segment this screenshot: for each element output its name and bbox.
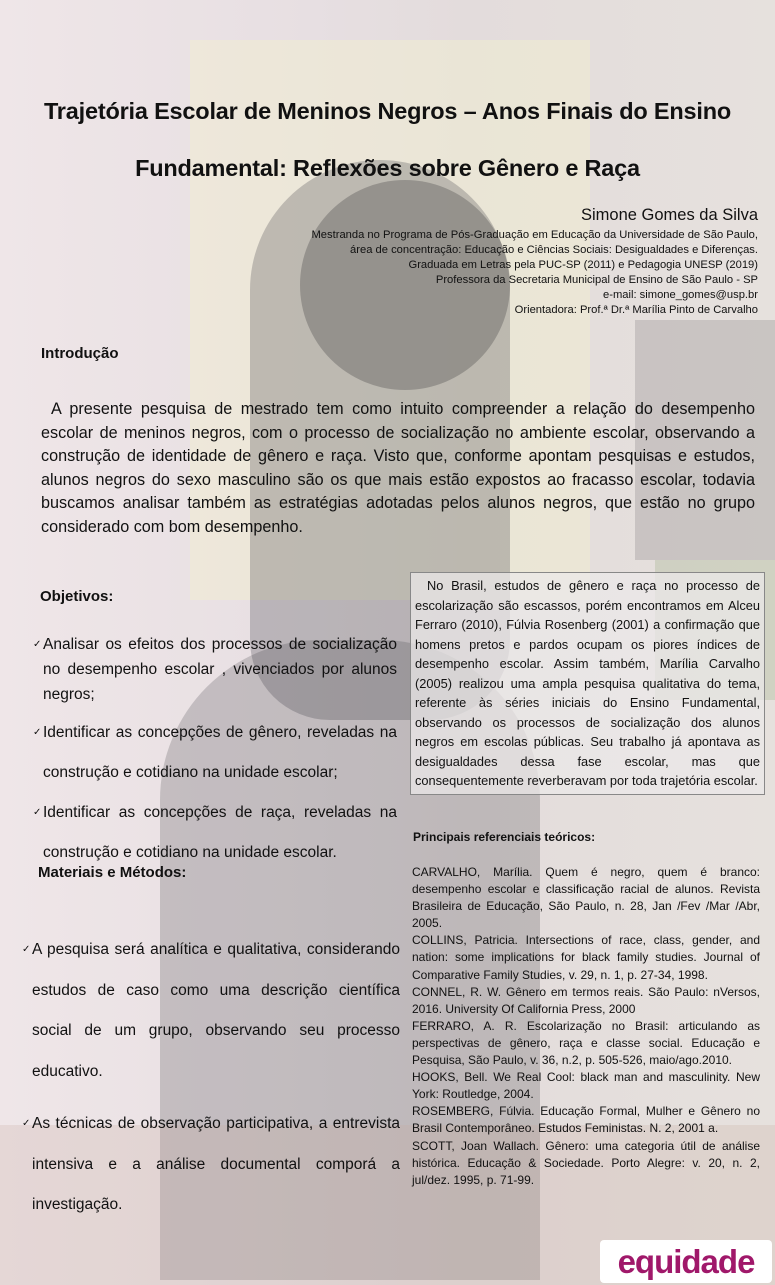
check-icon: ✓: [33, 727, 42, 738]
methods-heading: Materiais e Métodos:: [38, 864, 187, 881]
reference-item: CARVALHO, Marília. Quem é negro, quem é branco: desempenho escolar e classificação racial de alunos. Revista Brasileira de Educação, São Paulo, n. 28, Jan /Fev /Mar /Abr, 2005.: [412, 865, 760, 931]
equidade-logo: equidade: [600, 1240, 772, 1283]
list-item: ✓ A pesquisa será analítica e qualitativa, considerando estudos de caso como uma descrição científica social de um grupo, observando seu processo educativo.: [22, 930, 400, 1092]
check-icon: ✓: [33, 639, 42, 650]
reference-item: ROSEMBERG, Fúlvia. Educação Formal, Mulher e Gênero no Brasil Contemporâneo. Estudos Feministas. N. 2, 2001 a.: [412, 1104, 760, 1136]
author-affiliation: Mestranda no Programa de Pós-Graduação em Educação da Universidade de São Paulo,: [311, 229, 758, 241]
author-advisor: Orientadora: Prof.ª Dr.ª Marília Pinto de Carvalho: [514, 304, 758, 316]
reference-item: HOOKS, Bell. We Real Cool: black man and masculinity. New York: Routledge, 2004.: [412, 1070, 760, 1102]
methods-list: [22, 930, 400, 1226]
author-affiliation: Graduada em Letras pela PUC-SP (2011) e Pedagogia UNESP (2019): [408, 259, 758, 271]
reference-item: CONNEL, R. W. Gênero em termos reais. São Paulo: nVersos, 2016. University Of California Press, 2000: [412, 984, 760, 1016]
references-heading: Principais referenciais teóricos:: [413, 830, 596, 844]
reference-item: FERRARO, A. R. Escolarização no Brasil: articulando as perspectivas de gênero, raça e classe social. Educação e Pesquisa, São Paulo, v. 36, n.2, p. 505-526, maio/ago.2010.: [412, 1018, 760, 1068]
list-item: ✓ Identificar as concepções de gênero, reveladas na construção e cotidiano na unidade escolar;: [33, 713, 397, 793]
check-icon: ✓: [33, 807, 42, 818]
list-item: ✓ Identificar as concepções de raça, reveladas na construção e cotidiano na unidade escolar.: [33, 793, 397, 873]
check-icon: ✓: [22, 1118, 31, 1129]
reference-item: COLLINS, Patricia. Intersections of race, class, gender, and nation: some implications for black family studies. Journal of Comparative Family Studies, v. 29, n. 1, p. 27-34, 1998.: [412, 933, 760, 982]
title-line-1: Trajetória Escolar de Meninos Negros – Anos Finais do Ensino: [43, 98, 732, 124]
author-email: e-mail: simone_gomes@usp.br: [603, 289, 758, 301]
author-affiliation: Professora da Secretaria Municipal de Ensino de São Paulo - SP: [435, 274, 758, 286]
intro-heading: Introdução: [41, 345, 119, 362]
author-affiliation: área de concentração: Educação e Ciências Sociais: Desigualdades e Diferenças.: [350, 244, 758, 256]
list-item: ✓ As técnicas de observação participativa, a entrevista intensiva e a análise documental comporá a investigação.: [22, 1104, 400, 1226]
author-name: Simone Gomes da Silva: [581, 206, 758, 224]
reference-item: SCOTT, Joan Wallach. Gênero: uma categoria útil de análise histórica. Educação & Sociedade. Porto Alegre: v. 20, n. 2, jul/dez. 1995, p. 71-99.: [412, 1138, 760, 1187]
context-box: No Brasil, estudos de gênero e raça no processo de escolarização são escassos, porém encontramos em Alceu Ferraro (2010), Fúlvia Rosenberg (2001) a confirmação que homens pretos e pardos ocupam os piores índices de desempenho escolar. Assim também, Marília Carvalho (2005) realizou uma ampla pesquisa qualitativa do tema, referente às séries iniciais do Ensino Fundamental, observando os processos de socialização dos alunos negros em escolas públicas. Seu trabalho já apontava as desigualdades dessa fase escolar, mas que consequentemente reverberavam por toda trajetória escolar.: [410, 572, 765, 795]
references-list: [412, 864, 760, 1189]
title-line-2: Fundamental: Reflexões sobre Gênero e Raça: [135, 155, 640, 181]
author-block: [311, 206, 758, 318]
objectives-heading: Objetivos:: [40, 588, 114, 605]
intro-text: A presente pesquisa de mestrado tem como intuito compreender a relação do desempenho escolar de meninos negros, com o processo de socialização no ambiente escolar, observando a construção de identidade de gênero e raça. Visto que, conforme apontam pesquisas e estudos, alunos negros do sexo masculino são os que mais estão expostos ao fracasso escolar, todavia buscamos analisar também as estratégias adotadas pelos alunos negros, que estão no grupo considerado com bom desempenho.: [41, 400, 755, 536]
check-icon: ✓: [22, 944, 31, 955]
objectives-list: [33, 632, 397, 873]
list-item: ✓ Analisar os efeitos dos processos de socialização no desempenho escolar , vivenciados por alunos negros;: [33, 632, 397, 707]
